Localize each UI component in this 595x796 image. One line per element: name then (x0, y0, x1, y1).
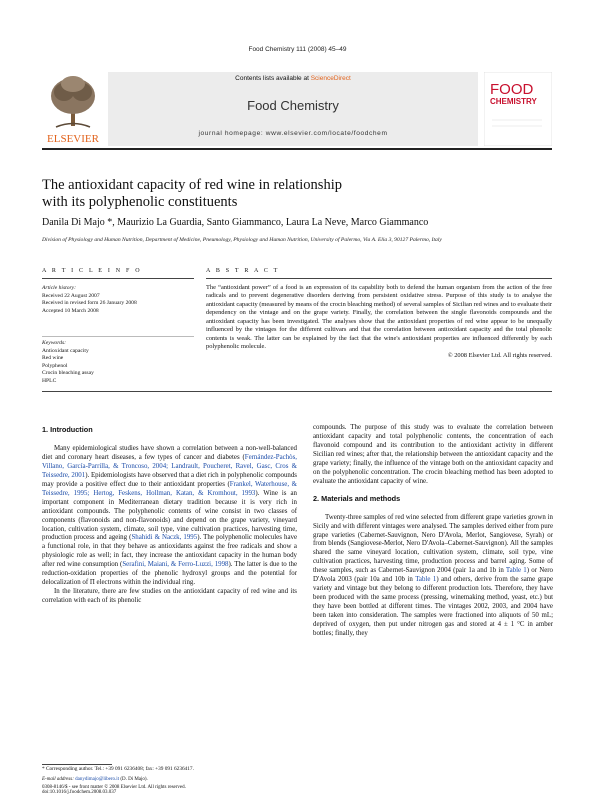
elsevier-logo (42, 72, 104, 146)
issn-doi-block (42, 777, 297, 796)
keyword: Antioxidant capacity (42, 347, 89, 354)
paragraph (313, 514, 553, 639)
text-run: Twenty-three samples of red wine selected from different grape varieties grown in Sicily and with different vintages were analysed. The samples derived either from pure grape varieties (Cabernet-Sauvignon, Nero D'Avola, Merlot, Sangiovese, Syrah) or from blends (Sangiovese-Merlot, Nero D'Avola–Cabernet-Sauvignon). All the samples shared the same vineyard location, cultivation system, climate, soil type, vine cultivation practices, harvesting time, production process and barrel aging. Some of these samples, such as Cabernet-Sauvignon 2004 (pair 1a and 1b in (313, 513, 553, 575)
keyword: HPLC (42, 377, 57, 384)
keyword: Crocin bleaching assay (42, 370, 94, 377)
history-item: Received 22 August 2007 (42, 292, 100, 299)
journal-title: Food Chemistry (247, 98, 339, 113)
article-info-heading: A R T I C L E I N F O (42, 268, 142, 274)
history-item: Accepted 10 March 2008 (42, 307, 99, 314)
footnotes (42, 766, 297, 773)
doi-line[interactable]: doi:10.1016/j.foodchem.2008.03.037 (42, 790, 117, 796)
cover-title-food: FOOD (490, 81, 534, 98)
history-item: Received in revised form 26 January 2008 (42, 300, 137, 307)
contents-prefix: Contents lists available at (235, 75, 309, 82)
text-run: ) and others, derive from the same grape variety and vintage but they belong to different production lots. Therefore, they have been produced with the same process (pressing, winemaking method, yeast, etc.) but they have been bottled at different times. The vintages 2002, 2003, and 2004 have been taken into consideration. The samples were fractioned into aliquots of 50 mL; deprived of oxygen, then put under nitrogen gas and stored at 4 ± 1 °C in amber bottles; finally, they (313, 576, 553, 638)
affiliation: Division of Physiology and Human Nutrition, Department of Medicine, Pneumology, Physiology and Human Nutrition, University of Palermo, Via A. Elia 3, 90127 Palermo, Italy (42, 237, 442, 243)
journal-cover (484, 72, 552, 146)
article-history (42, 285, 197, 315)
homepage-url[interactable]: www.elsevier.com/locate/foodchem (265, 130, 388, 137)
cover-title-chemistry: CHEMISTRY (490, 97, 537, 106)
header-rule (42, 148, 552, 150)
history-label: Article history: (42, 285, 77, 291)
abstract (206, 284, 552, 360)
copyright: © 2008 Elsevier Ltd. All rights reserved. (447, 351, 552, 359)
email-label: E-mail address: (42, 777, 76, 782)
section-heading-introduction: 1. Introduction (42, 425, 93, 434)
contents-box (108, 72, 478, 146)
citation-link[interactable]: Shahidi & Naczk, 1995 (131, 534, 198, 542)
abstract-heading: A B S T R A C T (206, 268, 280, 274)
text-run: Many epidemiological studies have shown a correlation between a non-well-balanced diet and coronary heart diseases, a few types of cancer and diabetes ( (42, 444, 297, 461)
body-column-right (313, 424, 553, 639)
corresponding-author-note: * Corresponding author. Tel.: +39 091 6236408; fax: +39 091 6236417. (42, 766, 194, 772)
keywords-label: Keywords: (42, 340, 67, 346)
journal-header (42, 72, 552, 146)
email-line (42, 777, 297, 783)
email-link[interactable]: danydimajo@libero.it (75, 777, 120, 782)
issn-line: 0308-8146/$ - see front matter © 2008 Elsevier Ltd. All rights reserved. (42, 784, 186, 790)
abstract-body: The “antioxidant power” of a food is an expression of its capability both to defend the human organism from the action of the free radicals and to prevent degenerative disorders deriving from persistent oxidative stress. Purpose of this study is to analyse the antioxidant capacity (measured by means of the crocin bleaching method) of several samples of Sicilian red wines and to evaluate their dependency on the vintage and on the grape variety. Finally, the correlation between the single flavonoids compounds and the antioxidant capacity has been investigated. The analyses show that the antioxidant properties of red wine appear to be unequally influenced by the vintages for the different cultivars and that the correlation between antioxidant capacity and the total phenolic contents is weak. The latter can be explained by the fact that the wine's antioxidant properties are influenced differently by each polyphenolic molecule. (206, 284, 552, 351)
article-title-line-2: with its polyphenolic constituents (42, 194, 238, 210)
citation-link[interactable]: Serafini, Maiani, & Ferro-Luzzi, 1998 (122, 561, 229, 569)
citation-link[interactable]: Frankel, Waterhouse, & Teissedre, 1995; Hertog, Feskens, Hollman, Katan, & Kromhout, 1993 (42, 480, 297, 497)
section-heading-materials-methods: 2. Materials and methods (313, 493, 401, 503)
email-suffix: (D. Di Majo). (119, 777, 148, 782)
journal-homepage (108, 130, 478, 137)
text-run: ). Wine is an important component in Mediterranean dietary tradition because it is very rich in antioxidant compounds. The polyphenolic contents of wine consist in two classes of components (flavonoids and non-flavonoids) and depend on the grape variety, vineyard location, cultivation system, climate, soil type, vine cultivation practices, harvesting time, production process and ageing ( (42, 489, 297, 542)
elsevier-wordmark: ELSEVIER (47, 133, 99, 145)
divider (42, 391, 552, 392)
text-run: ) or Nero D'Avola 2003 (pair 10a and 10b in (313, 567, 553, 584)
text-run: ). The latter is due to the reduction-oxidation properties of the phenolic hydroxyl groups and the potential for delocalization of Π electrons within the individual ring. (42, 561, 298, 587)
keyword: Polyphenol (42, 362, 68, 369)
divider (42, 278, 194, 279)
journal-reference: Food Chemistry 111 (2008) 45–49 (248, 46, 347, 53)
article-title (42, 177, 542, 211)
text-run: ). The polyphenolic molecules have a functional role, in that they behave as antioxidants against the free radicals and show a physiologic role as well; in fact, they increase the antioxidant capacity in the human body after red wine consumption ( (42, 534, 298, 569)
author-list: Danila Di Majo *, Maurizio La Guardia, Santo Giammanco, Laura La Neve, Marco Giammanco (42, 217, 429, 228)
divider (206, 278, 552, 279)
divider (42, 336, 194, 337)
paragraph: In the literature, there are few studies on the antioxidant capacity of red wine and its correlation with each of its phenolic (42, 588, 297, 605)
table-link[interactable]: Table 1 (505, 567, 527, 575)
footnote-rule (42, 764, 112, 765)
text-run: ). Epidemiologists have observed that a diet rich in polyphenolic compounds may provide a positive effect due to their antioxidant properties ( (42, 471, 297, 488)
citation-link[interactable]: Fernández-Pachòs, Villano, García-Parrilla, & Troncoso, 2004; Landrault, Poucheret, Ravel, Gasc, Cros & Teissedre, 2001 (42, 453, 297, 479)
paragraph: compounds. The purpose of this study was to evaluate the correlation between antioxidant capacity and total polyphenolic contents, the concentration of each flavonoid compound and its contribution to the antioxidant activity in different Sicilian red wines; after that, the relationship between the antioxidant capacity and the grape variety; finally, the influence of the vintage both on the antioxidant capacity and on the polyphenolic concentration. The crocin bleaching method has been adopted to evaluate the antioxidant capacity of wine. (313, 424, 553, 485)
keyword: Red wine (42, 355, 64, 362)
sciencedirect-link[interactable]: ScienceDirect (310, 75, 351, 82)
paragraph (42, 445, 297, 588)
article-title-line-1: The antioxidant capacity of red wine in relationship (42, 177, 342, 193)
body-column-left (42, 426, 297, 606)
keywords (42, 340, 197, 386)
homepage-prefix: journal homepage: (198, 130, 266, 137)
contents-line (108, 75, 478, 82)
table-link[interactable]: Table 1 (415, 576, 437, 584)
